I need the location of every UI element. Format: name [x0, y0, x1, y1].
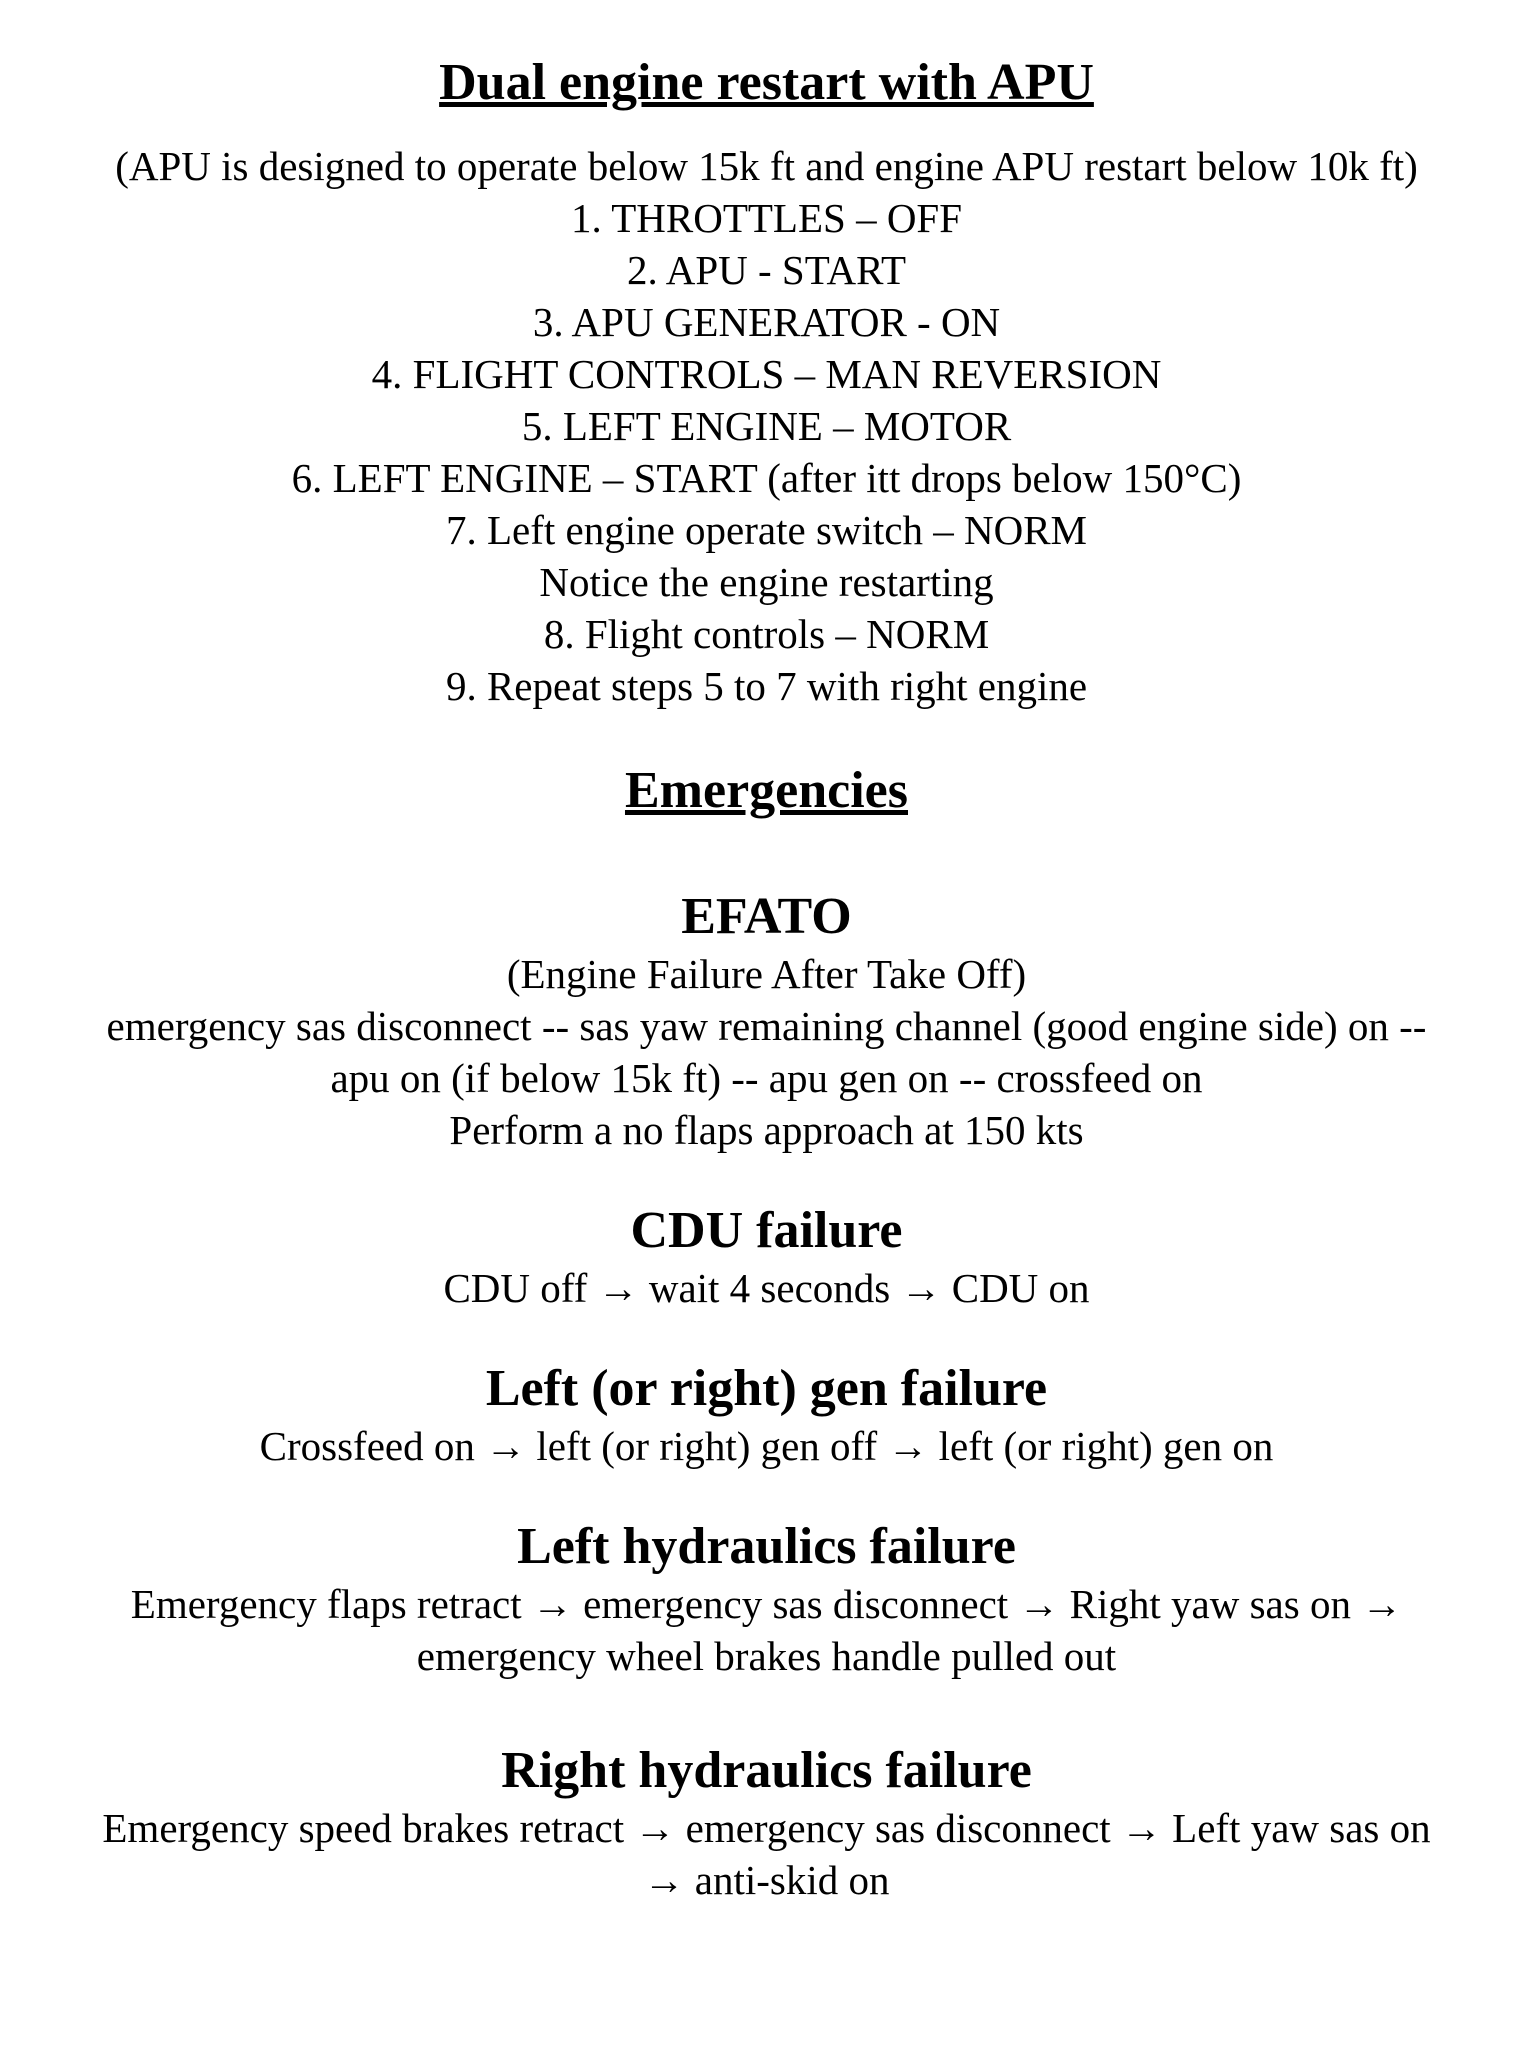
- spacer: [100, 1682, 1433, 1740]
- section-line: Emergency flaps retract → emergency sas disconnect → Right yaw sas on → emergency wheel brakes handle pulled out: [130, 1581, 1403, 1679]
- section-heading: EFATO: [681, 888, 852, 945]
- section-line: Crossfeed on → left (or right) gen off → left (or right) gen on: [259, 1423, 1274, 1469]
- restart-note: (APU is designed to operate below 15k ft and engine APU restart below 10k ft): [115, 143, 1418, 189]
- restart-step: 8. Flight controls – NORM: [543, 611, 990, 657]
- section-line: (Engine Failure After Take Off): [506, 951, 1027, 997]
- section-heading: CDU failure: [630, 1202, 903, 1259]
- restart-step: 3. APU GENERATOR - ON: [532, 299, 1001, 345]
- restart-note-line: Notice the engine restarting: [539, 559, 994, 605]
- section-efato: [100, 886, 1433, 1156]
- restart-step: 4. FLIGHT CONTROLS – MAN REVERSION: [371, 351, 1162, 397]
- section-left-hydraulics-failure: [100, 1516, 1433, 1682]
- section-cdu-failure: [100, 1200, 1433, 1314]
- restart-step: 2. APU - START: [626, 247, 906, 293]
- spacer: [100, 1314, 1433, 1358]
- spacer: [100, 1472, 1433, 1516]
- restart-step: 1. THROTTLES – OFF: [570, 195, 963, 241]
- section-line: Perform a no flaps approach at 150 kts: [449, 1107, 1084, 1153]
- restart-step: 5. LEFT ENGINE – MOTOR: [521, 403, 1012, 449]
- section-gen-failure: [100, 1358, 1433, 1472]
- section-line: CDU off → wait 4 seconds → CDU on: [443, 1265, 1090, 1311]
- restart-step-list: [100, 192, 1433, 712]
- spacer: [100, 1156, 1433, 1200]
- section-heading: Left (or right) gen failure: [485, 1360, 1048, 1417]
- restart-step: 7. Left engine operate switch – NORM: [445, 507, 1088, 553]
- section-right-hydraulics-failure: [100, 1740, 1433, 1906]
- emergencies-title: Emergencies: [624, 762, 908, 819]
- section-line: Emergency speed brakes retract → emergency sas disconnect → Left yaw sas on → anti-skid on: [102, 1805, 1431, 1903]
- restart-title: Dual engine restart with APU: [439, 54, 1094, 111]
- restart-step: 6. LEFT ENGINE – START (after itt drops below 150°C): [291, 455, 1242, 501]
- section-line: emergency sas disconnect -- sas yaw remaining channel (good engine side) on -- apu on (if below 15k ft) -- apu gen on -- crossfeed on: [106, 1003, 1427, 1101]
- restart-step: 9. Repeat steps 5 to 7 with right engine: [445, 663, 1088, 709]
- section-heading: Left hydraulics failure: [517, 1518, 1016, 1575]
- spacer: [100, 828, 1433, 886]
- section-heading: Right hydraulics failure: [501, 1742, 1032, 1799]
